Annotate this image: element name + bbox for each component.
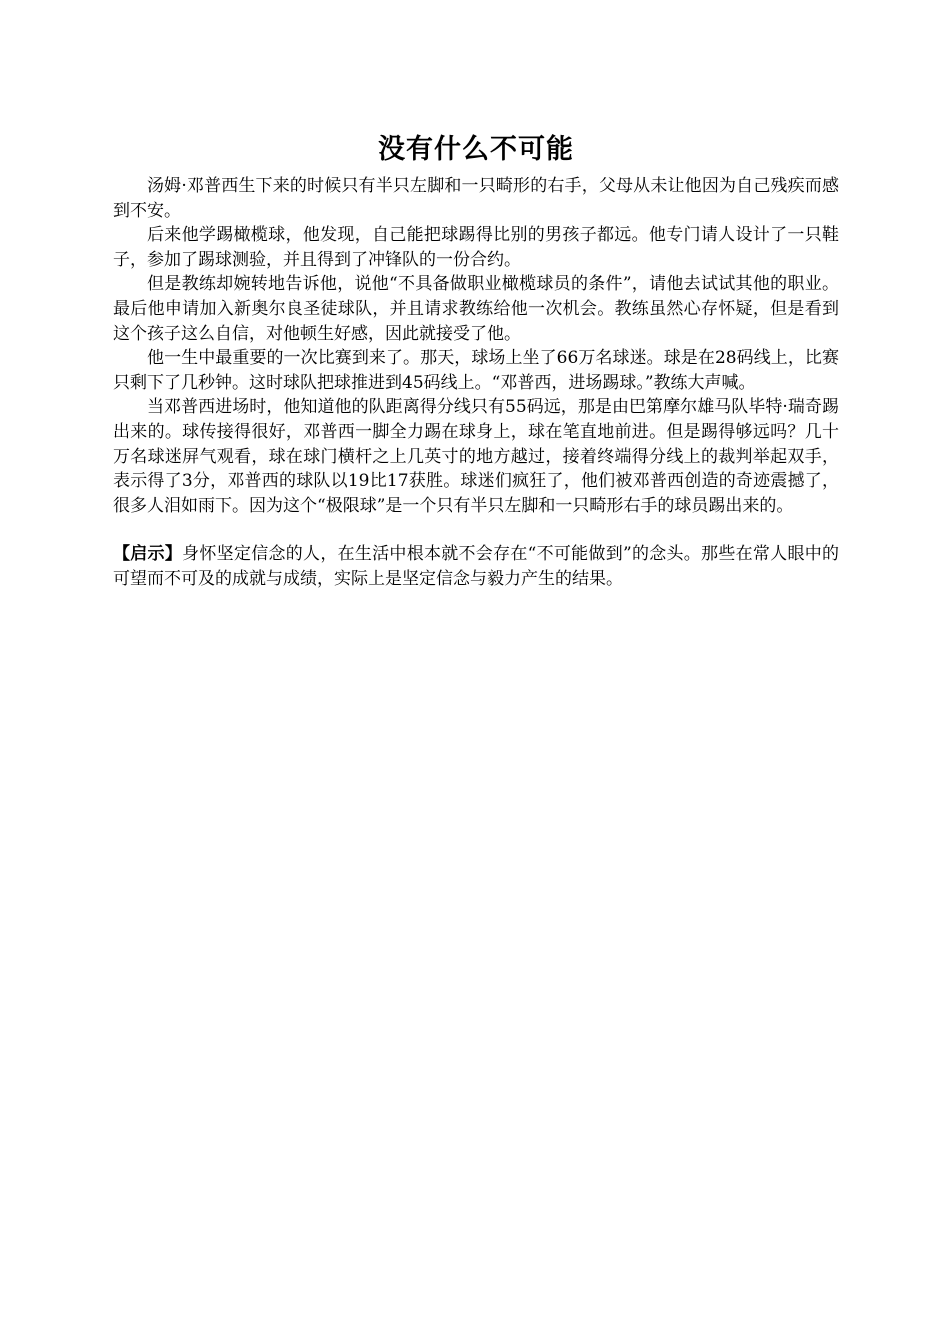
document-body <box>113 130 839 592</box>
paragraph-3: 但是教练却婉转地告诉他，说他“不具备做职业橄榄球员的条件”，请他去试试其他的职业。最后他申请加入新奥尔良圣徒球队，并且请求教练给他一次机会。教练虽然心存怀疑，但是看到这个孩子这么自信，对他顿生好感，因此就接受了他。 <box>113 274 839 344</box>
document-title: 没有什么不可能 <box>378 134 574 165</box>
paragraph-4: 他一生中最重要的一次比赛到来了。那天，球场上坐了66万名球迷。球是在28码线上，比赛只剩下了几秒钟。这时球队把球推进到45码线上。“邓普西，进场踢球。”教练大声喊。 <box>113 348 839 393</box>
insight-label: 【启示】 <box>113 544 183 565</box>
insight-paragraph <box>113 542 839 591</box>
paragraph-1: 汤姆·邓普西生下来的时候只有半只左脚和一只畸形的右手，父母从未让他因为自己残疾而感到不安。 <box>113 176 839 221</box>
insight-text: 身怀坚定信念的人，在生活中根本就不会存在“不可能做到”的念头。那些在常人眼中的可望而不可及的成就与成绩，实际上是坚定信念与毅力产生的结果。 <box>113 544 839 589</box>
paragraph-2: 后来他学踢橄榄球，他发现，自己能把球踢得比别的男孩子都远。他专门请人设计了一只鞋子，参加了踢球测验，并且得到了冲锋队的一份合约。 <box>113 225 839 270</box>
paragraph-5: 当邓普西进场时，他知道他的队距离得分线只有55码远，那是由巴第摩尔雄马队毕特·瑞奇踢出来的。球传接得很好，邓普西一脚全力踢在球身上，球在笔直地前进。但是踢得够远吗？几十万名球迷屏气观看，球在球门横杆之上几英寸的地方越过，接着终端得分线上的裁判举起双手，表示得了3分，邓普西的球队以19比17获胜。球迷们疯狂了，他们被邓普西创造的奇迹震撼了，很多人泪如雨下。因为这个“极限球”是一个只有半只左脚和一只畸形右手的球员踢出来的。 <box>113 397 839 516</box>
